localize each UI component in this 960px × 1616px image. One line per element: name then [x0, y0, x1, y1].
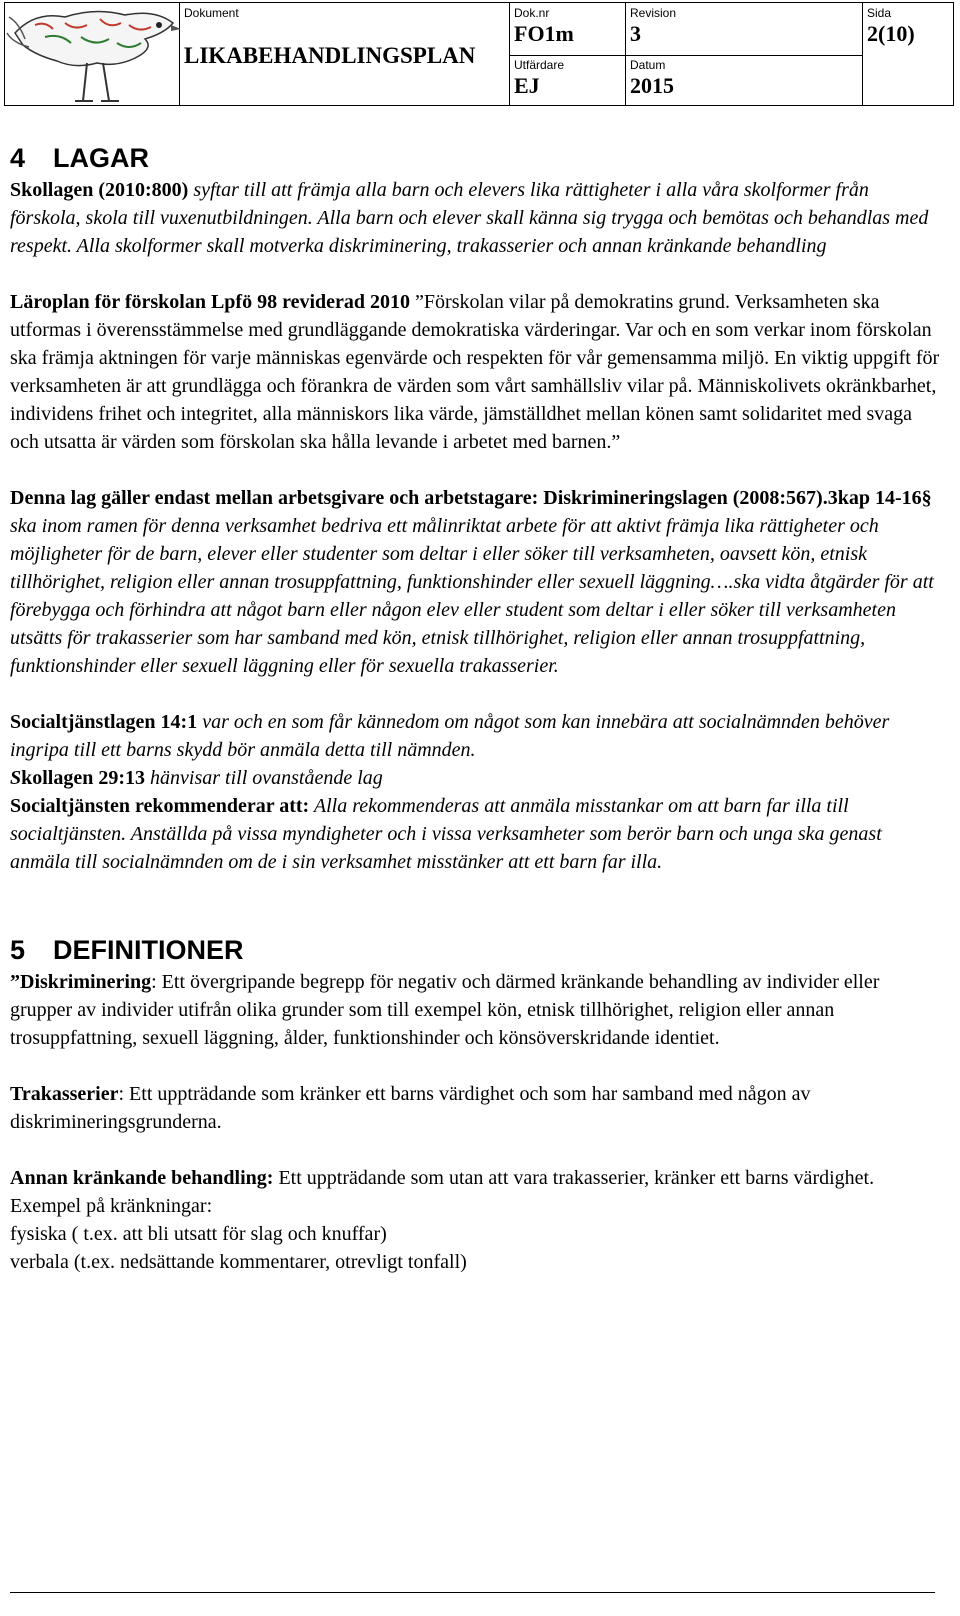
section-heading-definitioner: 5 DEFINITIONER: [10, 935, 244, 965]
sida-label: Sida: [867, 6, 892, 20]
bird-logo: [5, 3, 180, 105]
logo-cell: [5, 3, 180, 105]
revision-value: 3: [630, 21, 641, 46]
trakasserier-definition: Trakasserier: Ett uppträdande som kränker ett barns värdighet och som har samband med någon av diskrimineringsgrunderna.: [10, 1083, 811, 1133]
utfardare-value: EJ: [514, 73, 540, 98]
document-header: [4, 2, 954, 106]
laroplan-paragraph: Läroplan för förskolan Lpfö 98 reviderad 2010 ”Förskolan vilar på demokratins grund. Verksamheten ska utformas i överensstämmelse med grundläggande demokratiska värderingar. Var och en som verkar inom förskolan ska främja aktningen för varje människas egenvärde och respekten för vår gemensamma miljö. En viktig uppgift för verksamheten är att grundlägga och förankra de värden som vårt samhällsliv vilar på. Människolivets okränkbarhet, individens frihet och integritet, alla människors lika värde, jämställdhet mellan könen samt solidaritet med svaga och utsatta är värden som förskolan ska hålla levande i arbetet med barnen.”: [10, 291, 940, 453]
datum-value: 2015: [630, 73, 674, 98]
revision-label: Revision: [630, 6, 677, 20]
annan-krankande-definition: Annan kränkande behandling: Ett uppträdande som utan att vara trakasserier, kränker ett barns värdighet. Exempel på kränkningar:: [10, 1167, 875, 1217]
datum-label: Datum: [630, 58, 666, 72]
skollagen-2913-paragraph: Skollagen 29:13 hänvisar till ovanstående lag: [10, 767, 383, 789]
diskriminering-definition: ”Diskriminering: Ett övergripande begrepp för negativ och därmed kränkande behandling av individer eller grupper av individer utifrån olika grunder som till exempel kön, etnisk tillhörighet, religion eller annan trosuppfattning, sexuell läggning, ålder, funktionshinder och könsöverskridande identiet.: [10, 971, 880, 1049]
sida-cell: [863, 3, 953, 105]
example-verbala: verbala (t.ex. nedsättande kommentarer, otrevligt tonfall): [10, 1251, 467, 1273]
doknr-label: Dok.nr: [514, 6, 550, 20]
header-divider: [510, 55, 863, 56]
revision-cell: [626, 3, 863, 105]
doknr-value: FO1m: [514, 21, 574, 46]
doknr-cell: [510, 3, 626, 105]
document-label: Dokument: [184, 6, 239, 20]
utfardare-label: Utfärdare: [514, 58, 565, 72]
document-body: [10, 140, 940, 1276]
document-title: LIKABEHANDLINGSPLAN: [184, 43, 476, 68]
footer-divider: [10, 1592, 935, 1593]
socialtjanstlagen-paragraph: Socialtjänstlagen 14:1 var och en som får kännedom om något som kan innebära att socialnämnden behöver ingripa till ett barns skydd bör anmäla detta till nämnden.: [10, 711, 890, 761]
section-heading-lagar: 4 LAGAR: [10, 143, 149, 173]
diskrimineringslagen-paragraph: Denna lag gäller endast mellan arbetsgivare och arbetstagare: Diskrimineringslagen (2008:567).3kap 14-16§ ska inom ramen för denna verksamhet bedriva ett målinriktat arbete för att aktivt främja lika rättigheter och möjligheter för de barn, elever eller studenter som deltar i eller söker till verksamheten, oavsett kön, etnisk tillhörighet, religion eller annan trosuppfattning, funktionshinder eller sexuell läggning….ska vidta åtgärder för att förebygga och förhindra att något barn eller någon elev eller student som deltar i eller söker till verksamheten utsätts för trakasserier som har samband med kön, etnisk tillhörighet, religion eller annan trosuppfattning, funktionshinder eller sexuell läggning eller för sexuella trakasserier.: [10, 487, 934, 677]
socialtjansten-paragraph: Socialtjänsten rekommenderar att: Alla rekommenderas att anmäla misstankar om att barn far illa till socialtjänsten. Anställda på vissa myndigheter och i vissa verksamheter som berör barn och unga ska genast anmäla till socialnämnden om de i sin verksamhet misstänker att ett barn far illa.: [10, 795, 882, 873]
sida-value: 2(10): [867, 21, 915, 46]
example-fysiska: fysiska ( t.ex. att bli utsatt för slag och knuffar): [10, 1223, 387, 1245]
document-cell: [180, 3, 510, 105]
skollagen-paragraph: Skollagen (2010:800) syftar till att främja alla barn och elevers lika rättigheter i alla våra skolformer från förskola, skola till vuxenutbildningen. Alla barn och elever skall känna sig trygga och bemötas och behandlas med respekt. Alla skolformer skall motverka diskriminering, trakasserier och annan kränkande behandling: [10, 179, 929, 257]
